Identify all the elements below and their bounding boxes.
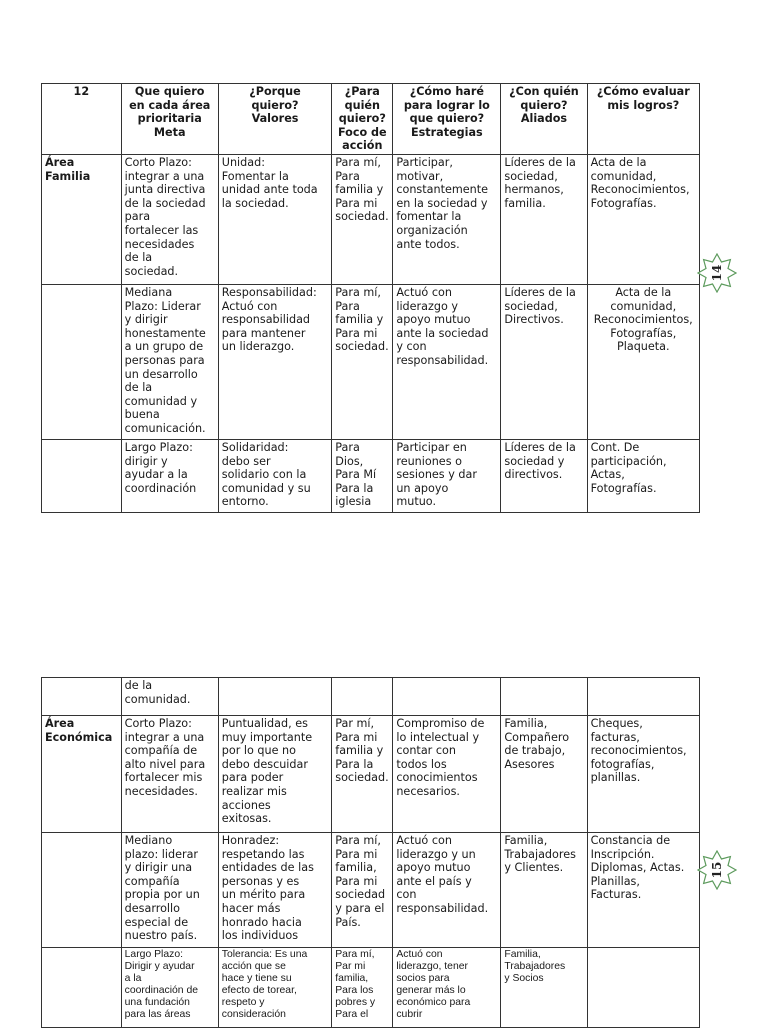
page-number-badge <box>697 850 737 890</box>
table-cell: Familia, Compañero de trabajo, Asesores <box>501 716 587 833</box>
table-cell <box>587 948 699 1028</box>
table-cell: Responsabilidad: Actuó con responsabilidad para mantener un liderazgo. <box>218 284 331 439</box>
table-cell: Unidad: Fomentar la unidad ante toda la sociedad. <box>218 154 331 284</box>
page-number-badge <box>697 253 737 293</box>
table-cell: Cheques, facturas, reconocimientos, fotografías, planillas. <box>587 716 699 833</box>
table-cell <box>218 678 331 716</box>
table-cell: Tolerancia: Es una acción que se hace y tiene su efecto de torear, respeto y consideración <box>218 948 331 1028</box>
table-cell: Actuó con liderazgo, tener socios para generar más lo económico para cubrir <box>393 948 501 1028</box>
table-cell: Para mí, Para mi familia, Para mi sociedad y para el País. <box>332 833 393 948</box>
table-cell <box>587 678 699 716</box>
table-cell <box>42 948 122 1028</box>
table-cell: Participar en reuniones o sesiones y dar un apoyo mutuo. <box>393 439 501 512</box>
page-number-text: 15 <box>710 861 724 879</box>
table-cell: Cont. De participación, Actas, Fotografías. <box>587 439 699 512</box>
table-cell: de la comunidad. <box>121 678 218 716</box>
table-cell: Familia, Trabajadores y Socios <box>501 948 587 1028</box>
table-cell: Acta de la comunidad, Reconocimientos, Fotografías, Plaqueta. <box>587 284 699 439</box>
table-cell: Para mí, Par mi familia, Para los pobres y Para el <box>332 948 393 1028</box>
table-cell: Par mí, Para mi familia y Para la sociedad. <box>332 716 393 833</box>
table-cell: Mediano plazo: liderar y dirigir una compañía propia por un desarrollo especial de nuestro país. <box>121 833 218 948</box>
table-cell: Líderes de la sociedad, Directivos. <box>501 284 587 439</box>
table-row <box>42 716 700 833</box>
table-row <box>42 678 700 716</box>
page-number-text: 14 <box>710 264 724 282</box>
table-row <box>42 439 700 512</box>
table-cell: Largo Plazo: Dirigir y ayudar a la coordinación de una fundación para las áreas <box>121 948 218 1028</box>
header-focus: ¿Para quién quiero? Foco de acción <box>332 84 393 155</box>
table-cell: Largo Plazo: dirigir y ayudar a la coordinación <box>121 439 218 512</box>
goals-table-family <box>41 83 700 513</box>
table-cell: Constancia de Inscripción. Diplomas, Actas. Planillas, Facturas. <box>587 833 699 948</box>
table-cell <box>42 284 122 439</box>
table-cell: Honradez: respetando las entidades de las personas y es un mérito para hacer más honrado hacia los individuos <box>218 833 331 948</box>
table-cell: Acta de la comunidad, Reconocimientos, Fotografías. <box>587 154 699 284</box>
table-cell: Para mí, Para familia y Para mi sociedad. <box>332 154 393 284</box>
table-cell: Para mí, Para familia y Para mi sociedad. <box>332 284 393 439</box>
table-cell: Familia, Trabajadores y Clientes. <box>501 833 587 948</box>
header-allies: ¿Con quién quiero? Aliados <box>501 84 587 155</box>
table-row <box>42 948 700 1028</box>
table-row <box>42 833 700 948</box>
header-goal: Que quiero en cada área prioritaria Meta <box>121 84 218 155</box>
table-cell <box>393 678 501 716</box>
table-row <box>42 154 700 284</box>
table-cell: Participar, motivar, constantemente en la sociedad y fomentar la organización ante todos. <box>393 154 501 284</box>
table-cell: Para Dios, Para Mí Para la iglesia <box>332 439 393 512</box>
area-label: Área Familia <box>42 154 122 284</box>
table-cell: Mediana Plazo: Liderar y dirigir honestamente a un grupo de personas para un desarrollo de la comunidad y buena comunicación. <box>121 284 218 439</box>
header-strategies: ¿Cómo haré para lograr lo que quiero? Estrategias <box>393 84 501 155</box>
table-cell: Corto Plazo: integrar a una compañía de alto nivel para fortalecer mis necesidades. <box>121 716 218 833</box>
table-cell: Actuó con liderazgo y apoyo mutuo ante la sociedad y con responsabilidad. <box>393 284 501 439</box>
table-cell <box>42 678 122 716</box>
table-cell: Compromiso de lo intelectual y contar con todos los conocimientos necesarios. <box>393 716 501 833</box>
area-label: Área Económica <box>42 716 122 833</box>
table-cell: Líderes de la sociedad y directivos. <box>501 439 587 512</box>
header-evaluation: ¿Cómo evaluar mis logros? <box>587 84 699 155</box>
table-cell: Puntualidad, es muy importante por lo que no debo descuidar para poder realizar mis acciones exitosas. <box>218 716 331 833</box>
table-cell: Solidaridad: debo ser solidario con la comunidad y su entorno. <box>218 439 331 512</box>
table-cell <box>501 678 587 716</box>
table-cell: Corto Plazo: integrar a una junta directiva de la sociedad para fortalecer las necesidades de la sociedad. <box>121 154 218 284</box>
goals-table-economic <box>41 677 700 1028</box>
table-cell: Líderes de la sociedad, hermanos, familia. <box>501 154 587 284</box>
table-cell: Actuó con liderazgo y un apoyo mutuo ante el país y con responsabilidad. <box>393 833 501 948</box>
table-cell <box>42 833 122 948</box>
table-header-row <box>42 84 700 155</box>
header-page-number: 12 <box>42 84 122 155</box>
header-values: ¿Porque quiero? Valores <box>218 84 331 155</box>
table-row <box>42 284 700 439</box>
table-cell <box>42 439 122 512</box>
table-cell <box>332 678 393 716</box>
